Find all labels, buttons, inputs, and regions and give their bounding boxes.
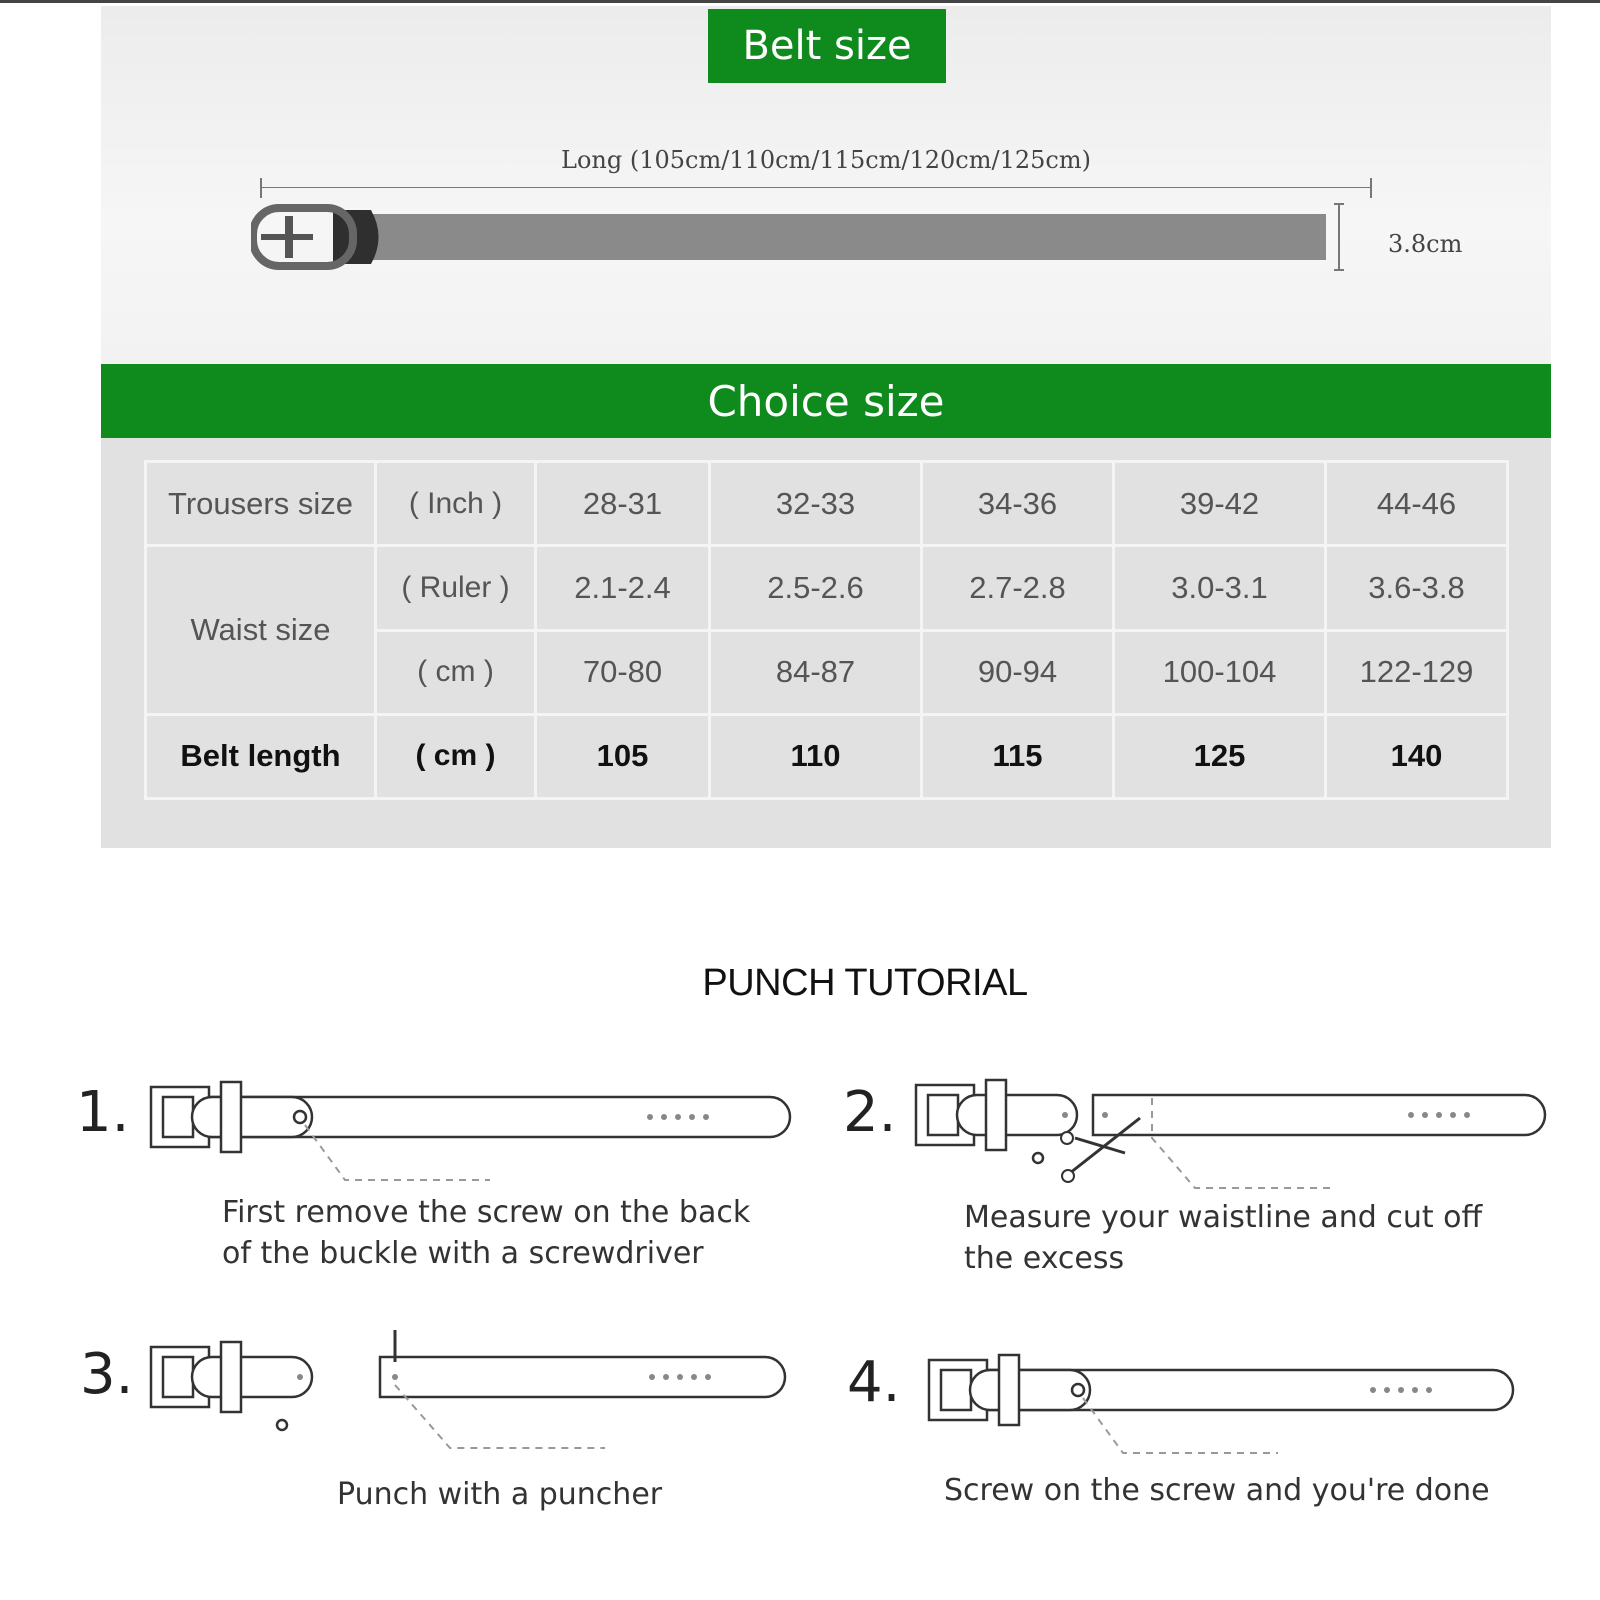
step-2-line-1: Measure your waistline and cut off — [964, 1200, 1483, 1235]
belt-illustration — [251, 202, 1391, 272]
table-cell: 90-94 — [922, 630, 1114, 714]
size-table — [144, 460, 1509, 800]
table-cell: 140 — [1326, 714, 1508, 798]
table-cell: 100-104 — [1114, 630, 1326, 714]
table-cell: 28-31 — [536, 462, 710, 546]
size-table-panel — [101, 438, 1551, 848]
table-cell: 2.1-2.4 — [536, 546, 710, 630]
choice-size-banner: Choice size — [101, 364, 1551, 438]
step-2-number: 2. — [843, 1080, 897, 1145]
table-cell: 2.5-2.6 — [710, 546, 922, 630]
table-row — [146, 462, 1508, 546]
length-tick-left — [260, 178, 262, 198]
table-cell: 122-129 — [1326, 630, 1508, 714]
step-2-line-2: the excess — [964, 1241, 1125, 1276]
row-label: Trousers size — [146, 462, 376, 546]
step-3-number: 3. — [80, 1342, 134, 1407]
row-unit: ( Ruler ) — [376, 546, 536, 630]
step-3-illustration — [150, 1340, 810, 1460]
length-tick-right — [1370, 178, 1372, 198]
table-cell: 2.7-2.8 — [922, 546, 1114, 630]
row-label: Belt length — [146, 714, 376, 798]
step-1-line-1: First remove the screw on the back — [222, 1195, 751, 1230]
step-4-line-1: Screw on the screw and you're done — [944, 1473, 1490, 1508]
step-3-line-1: Punch with a puncher — [337, 1477, 663, 1512]
step-2-illustration — [915, 1078, 1565, 1208]
step-1-number: 1. — [76, 1080, 130, 1145]
table-cell: 39-42 — [1114, 462, 1326, 546]
step-4-illustration — [928, 1353, 1528, 1463]
table-cell: 44-46 — [1326, 462, 1508, 546]
belt-size-banner: Belt size — [708, 9, 946, 83]
row-unit: ( Inch ) — [376, 462, 536, 546]
punch-tutorial-title: PUNCH TUTORIAL — [702, 962, 1028, 1004]
step-3-text — [337, 1474, 662, 1515]
step-1-line-2: of the buckle with a screwdriver — [222, 1236, 704, 1271]
row-label: Waist size — [146, 546, 376, 715]
top-rule — [0, 0, 1600, 3]
belt-length-label: Long (105cm/110cm/115cm/120cm/125cm) — [561, 146, 1091, 174]
step-4-number: 4. — [847, 1350, 901, 1415]
table-cell: 3.0-3.1 — [1114, 546, 1326, 630]
step-1-text — [222, 1192, 750, 1274]
table-cell: 32-33 — [710, 462, 922, 546]
table-cell: 70-80 — [536, 630, 710, 714]
belt-width-label: 3.8cm — [1388, 230, 1463, 258]
table-cell: 110 — [710, 714, 922, 798]
row-unit: ( cm ) — [376, 630, 536, 714]
belt-size-panel — [101, 6, 1551, 364]
step-1-illustration — [150, 1080, 800, 1190]
table-cell: 125 — [1114, 714, 1326, 798]
step-2-text — [964, 1197, 1482, 1279]
table-cell: 84-87 — [710, 630, 922, 714]
table-cell: 34-36 — [922, 462, 1114, 546]
table-cell: 115 — [922, 714, 1114, 798]
table-row — [146, 546, 1508, 630]
table-row — [146, 714, 1508, 798]
table-cell: 105 — [536, 714, 710, 798]
step-4-text — [944, 1470, 1490, 1511]
row-unit: ( cm ) — [376, 714, 536, 798]
length-dimension-line — [261, 187, 1371, 188]
table-cell: 3.6-3.8 — [1326, 546, 1508, 630]
